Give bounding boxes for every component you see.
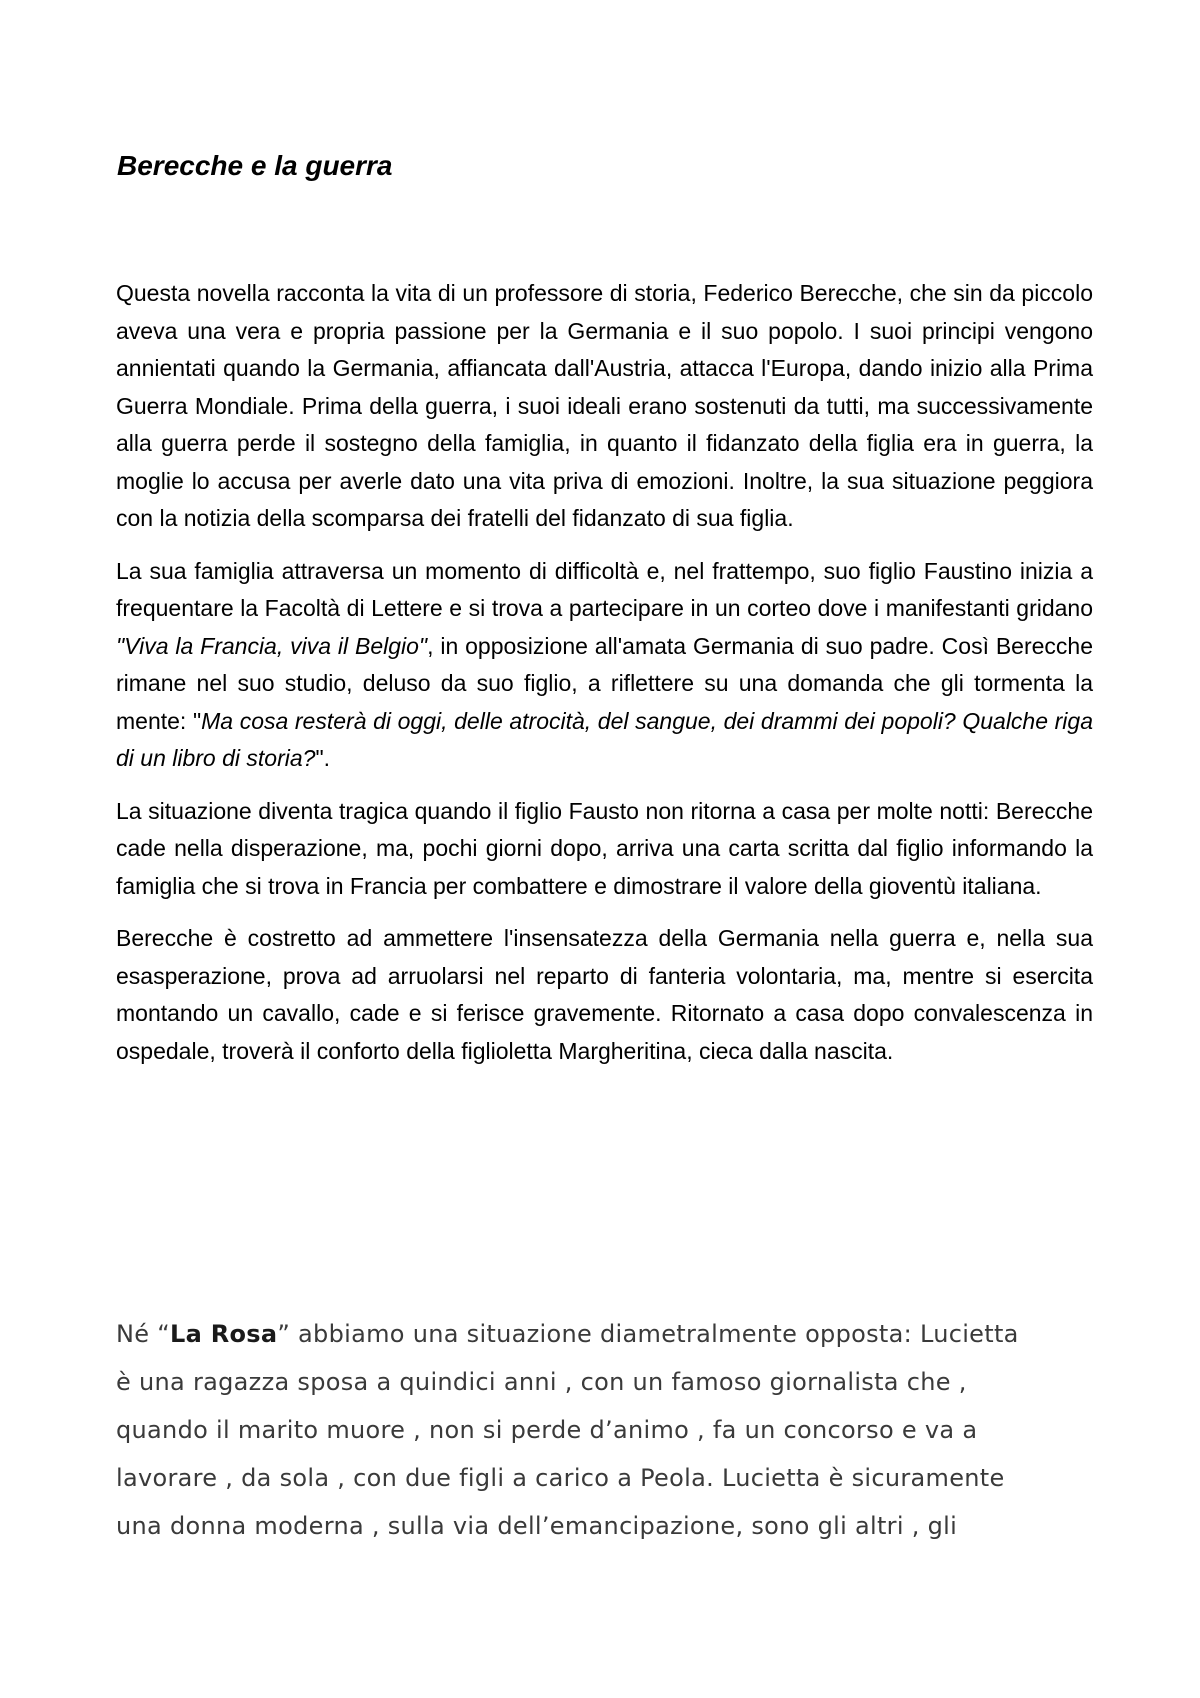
- paragraph-2-question: Ma cosa resterà di oggi, delle atrocità, del sangue, dei drammi dei popoli? Qualche riga di un libro di storia?: [116, 707, 1093, 771]
- paragraph-2-text-b: , in opposizione all'amata Germania di suo padre. Così Berecche rimane nel suo studio, deluso da suo figlio, a riflettere su una domanda che gli tormenta la mente: ": [116, 632, 1094, 734]
- paragraph-2: [116, 553, 1093, 778]
- la-rosa-line-1-b: ” abbiamo una situazione diametralmente opposta: Lucietta: [277, 1320, 1019, 1348]
- document-title: Berecche e la guerra: [117, 150, 393, 181]
- paragraph-2-text-a: La sua famiglia attraversa un momento di difficoltà e, nel frattempo, suo figlio Faustino inizia a frequentare la Facoltà di Lettere e si trova a partecipare in un corteo dove i manifestanti gridano: [116, 557, 1093, 621]
- document-body: [116, 275, 1093, 1085]
- la-rosa-line-5: una donna moderna , sulla via dell’emancipazione, sono gli altri , gli: [116, 1512, 958, 1540]
- paragraph-2-quote: "Viva la Francia, viva il Belgio": [116, 632, 428, 659]
- la-rosa-line-3: quando il marito muore , non si perde d’animo , fa un concorso e va a: [116, 1416, 978, 1444]
- la-rosa-title: La Rosa: [169, 1320, 278, 1348]
- paragraph-3: La situazione diventa tragica quando il figlio Fausto non ritorna a casa per molte notti: Berecche cade nella disperazione, ma, pochi giorni dopo, arriva una carta scritta dal figlio informando la famiglia che si trova in Francia per combattere e dimostrare il valore della gioventù italiana.: [116, 797, 1093, 899]
- la-rosa-line-1-a: Né “: [116, 1320, 170, 1348]
- paragraph-2-text-c: ".: [315, 745, 331, 771]
- paragraph-4: Berecche è costretto ad ammettere l'insensatezza della Germania nella guerra e, nella sua esasperazione, prova ad arruolarsi nel reparto di fanteria volontaria, ma, mentre si esercita montando un cavallo, cade e si ferisce gravemente. Ritornato a casa dopo convalescenza in ospedale, troverà il conforto della figlioletta Margheritina, cieca dalla nascita.: [116, 925, 1093, 1064]
- la-rosa-line-2: è una ragazza sposa a quindici anni , con un famoso giornalista che ,: [116, 1368, 967, 1396]
- la-rosa-line-1: [116, 1310, 1116, 1358]
- paragraph-1: Questa novella racconta la vita di un professore di storia, Federico Berecche, che sin da piccolo aveva una vera e propria passione per la Germania e il suo popolo. I suoi principi vengono annientati quando la Germania, affiancata dall'Austria, attacca l'Europa, dando inizio alla Prima Guerra Mondiale. Prima della guerra, i suoi ideali erano sostenuti da tutti, ma successivamente alla guerra perde il sostegno della famiglia, in quanto il fidanzato della figlia era in guerra, la moglie lo accusa per averle dato una vita priva di emozioni. Inoltre, la sua situazione peggiora con la notizia della scomparsa dei fratelli del fidanzato di sua figlia.: [116, 280, 1093, 531]
- la-rosa-section: [116, 1310, 1116, 1550]
- la-rosa-line-4: lavorare , da sola , con due figli a carico a Peola. Lucietta è sicuramente: [116, 1464, 1005, 1492]
